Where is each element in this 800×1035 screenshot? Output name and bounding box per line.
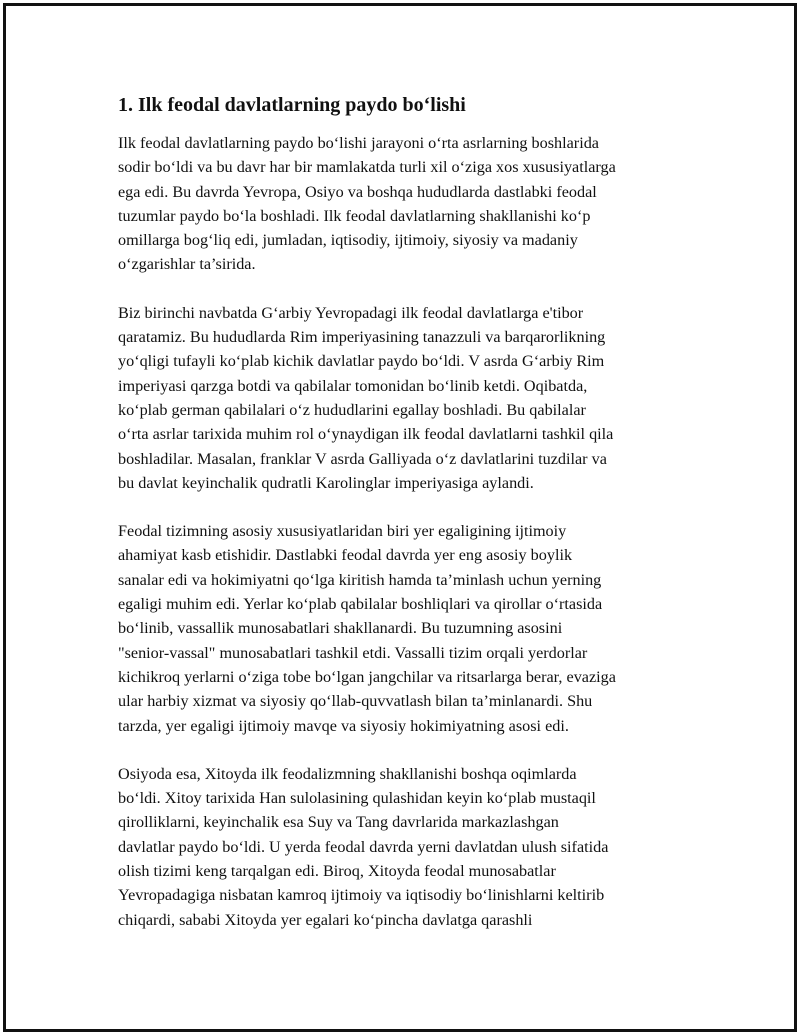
text-line: bo‘ldi. Xitoy tarixida Han sulolasining qulashidan keyin ko‘plab mustaqil bbox=[118, 789, 596, 808]
text-line: o‘zgarishlar ta’sirida. bbox=[118, 255, 256, 274]
text-line: egaligi muhim edi. Yerlar ko‘plab qabilalar boshliqlari va qirollar o‘rtasida bbox=[118, 595, 603, 614]
text-line: ahamiyat kasb etishidir. Dastlabki feodal davrda yer eng asosiy boylik bbox=[118, 546, 573, 565]
text-line: tarzda, yer egaligi ijtimoiy mavqe va siyosiy hokimiyatning asosi edi. bbox=[118, 716, 569, 735]
text-line: Yevropadagiga nisbatan kamroq ijtimoiy va iqtisodiy bo‘linishlarni keltirib bbox=[118, 886, 605, 905]
section-heading: 1. Ilk feodal davlatlarning paydo bo‘lishi bbox=[118, 94, 466, 116]
text-line: Osiyoda esa, Xitoyda ilk feodalizmning shakllanishi boshqa oqimlarda bbox=[118, 764, 577, 783]
text-line: bu davlat keyinchalik qudratli Karolinglar imperiyasiga aylandi. bbox=[118, 473, 534, 492]
text-line: yo‘qligi tufayli ko‘plab kichik davlatlar paydo bo‘ldi. V asrda G‘arbiy Rim bbox=[118, 352, 605, 371]
text-line: "senior-vassal" munosabatlari tashkil etdi. Vassalli tizim orqali yerdorlar bbox=[118, 643, 588, 662]
text-line: ko‘plab german qabilalari o‘z hududlarini egallay boshladi. Bu qabilalar bbox=[118, 400, 586, 419]
text-line: o‘rta asrlar tarixida muhim rol o‘ynaydigan ilk feodal davlatlarni tashkil qila bbox=[118, 425, 614, 444]
text-line: Feodal tizimning asosiy xususiyatlaridan biri yer egaligining ijtimoiy bbox=[118, 522, 567, 541]
text-line: kichikroq yerlarni o‘ziga tobe bo‘lgan jangchilar va ritsarlarga berar, evaziga bbox=[118, 667, 616, 686]
text-line: Biz birinchi navbatda G‘arbiy Yevropadagi ilk feodal davlatlarga e'tibor bbox=[118, 303, 584, 322]
text-line: chiqardi, sababi Xitoyda yer egalari ko‘pincha davlatga qarashli bbox=[118, 910, 533, 929]
text-line: boshladilar. Masalan, franklar V asrda Galliyada o‘z davlatlarini tuzdilar va bbox=[118, 449, 607, 468]
text-line: olish tizimi keng tarqalgan edi. Biroq, Xitoyda feodal munosabatlar bbox=[118, 862, 556, 881]
paragraph-2 bbox=[118, 301, 688, 495]
paragraph-3 bbox=[118, 519, 688, 738]
text-line: Ilk feodal davlatlarning paydo bo‘lishi jarayoni o‘rta asrlarning boshlarida bbox=[118, 134, 599, 152]
paragraph-4 bbox=[118, 762, 688, 932]
text-line: omillarga bog‘liq edi, jumladan, iqtisodiy, ijtimoiy, siyosiy va madaniy bbox=[118, 231, 578, 250]
text-line: bo‘linib, vassallik munosabatlari shakllanardi. Bu tuzumning asosini bbox=[118, 619, 563, 638]
text-line: sanalar edi va hokimiyatni qo‘lga kiritish hamda ta’minlash uchun yerning bbox=[118, 570, 602, 589]
text-line: ular harbiy xizmat va siyosiy qo‘llab-quvvatlash bilan ta’minlanardi. Shu bbox=[118, 692, 593, 711]
text-line: qirolliklarni, keyinchalik esa Suy va Tang davrlarida markazlashgan bbox=[118, 813, 559, 832]
text-line: imperiyasi qarzga botdi va qabilalar tomonidan bo‘linib ketdi. Oqibatda, bbox=[118, 376, 588, 395]
text-line: sodir bo‘ldi va bu davr har bir mamlakatda turli xil o‘ziga xos xususiyatlarga bbox=[118, 158, 616, 177]
document-body bbox=[118, 92, 688, 956]
text-line: tuzumlar paydo bo‘la boshladi. Ilk feodal davlatlarning shakllanishi ko‘p bbox=[118, 206, 591, 225]
text-line: qaratamiz. Bu hududlarda Rim imperiyasining tanazzuli va barqarorlikning bbox=[118, 328, 606, 347]
text-line: ega edi. Bu davrda Yevropa, Osiyo va boshqa hududlarda dastlabki feodal bbox=[118, 182, 597, 201]
text-line: davlatlar paydo bo‘ldi. U yerda feodal davrda yerni davlatdan ulush sifatida bbox=[118, 837, 609, 856]
paragraph-1 bbox=[118, 131, 688, 277]
